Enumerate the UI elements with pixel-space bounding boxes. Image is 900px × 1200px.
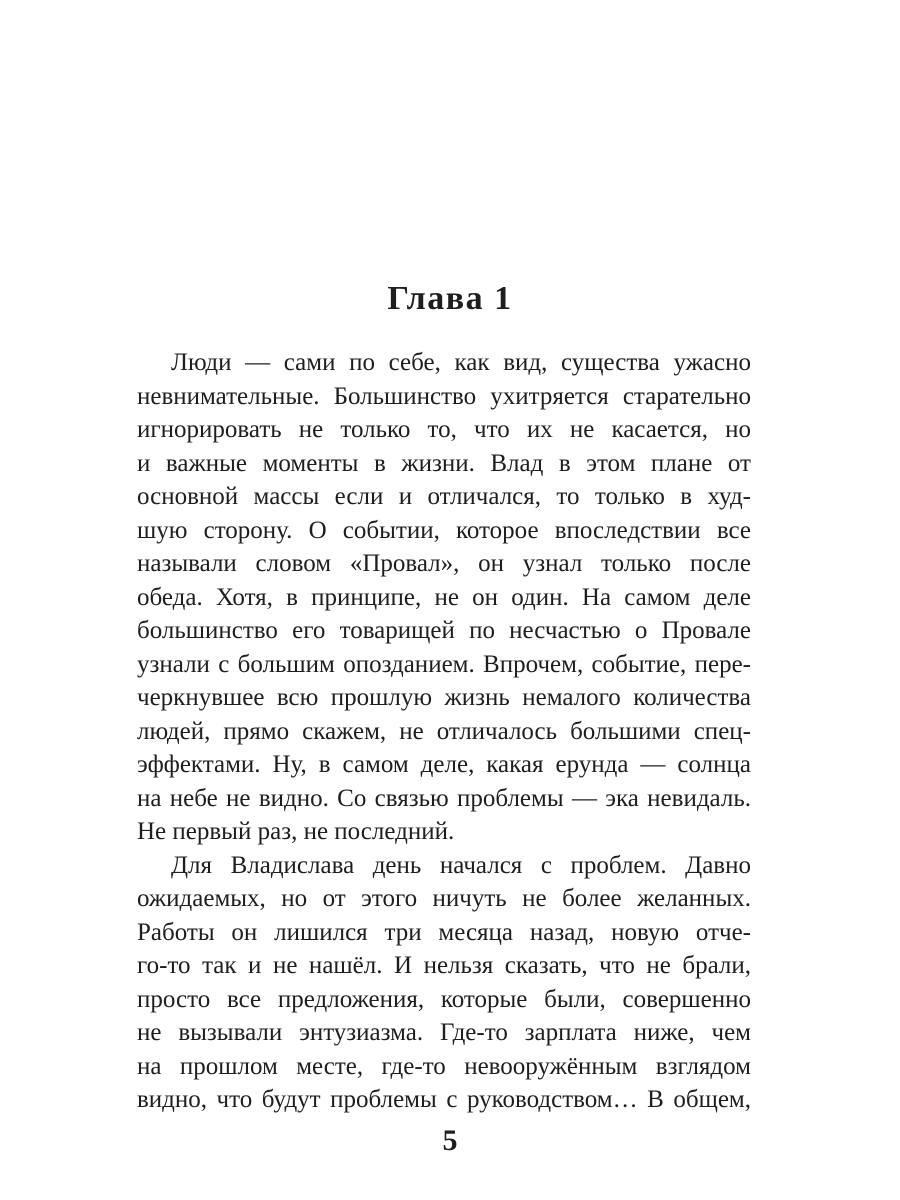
text-line: шую сторону. О событии, которое впоследствии все bbox=[137, 516, 751, 544]
text-line: основной массы если и отличался, то только в худ- bbox=[137, 483, 751, 510]
text-line: невнимательные. Большинство ухитряется старательно bbox=[137, 382, 751, 410]
text-line: большинство его товарищей по несчастью о Провале bbox=[137, 617, 751, 644]
text-line: Люди — сами по себе, как вид, существа ужасно bbox=[171, 349, 751, 376]
page-number: 5 bbox=[442, 1124, 458, 1157]
text-line: на небе не видно. Со связью проблемы — эка невидаль. bbox=[137, 784, 751, 812]
text-line: узнали с большим опозданием. Впрочем, событие, пере- bbox=[137, 650, 751, 678]
text-line: видно, что будут проблемы с руководством… В общем, bbox=[137, 1086, 751, 1113]
text-line: и важные моменты в жизни. Влад в этом плане от bbox=[137, 449, 751, 477]
text-line: эффектами. Ну, в самом деле, какая ерунда — солнца bbox=[137, 751, 751, 778]
text-line: черкнувшее всю прошлую жизнь немалого количества bbox=[137, 684, 751, 711]
text-line: Работы он лишился три месяца назад, новую отче- bbox=[137, 918, 751, 946]
text-line: ожидаемых, но от этого ничуть не более желанных. bbox=[137, 885, 751, 912]
text-line: не вызывали энтузиазма. Где-то зарплата ниже, чем bbox=[137, 1019, 751, 1046]
text-line: Не первый раз, не последний. bbox=[137, 818, 455, 845]
text-line: Для Владислава день начался с проблем. Давно bbox=[171, 851, 751, 879]
text-line: го-то так и не нашёл. И нельзя сказать, что не брали, bbox=[137, 952, 751, 979]
text-line: игнорировать не только то, что их не касается, но bbox=[137, 416, 751, 443]
text-line: просто все предложения, которые были, совершенно bbox=[137, 985, 751, 1013]
text-line: обеда. Хотя, в принципе, не он один. На самом деле bbox=[137, 583, 751, 611]
text-line: называли словом «Провал», он узнал только после bbox=[137, 550, 751, 577]
chapter-title: Глава 1 bbox=[387, 280, 513, 317]
text-line: людей, прямо скажем, не отличалось большими спец- bbox=[137, 717, 751, 745]
chapter-text bbox=[137, 346, 751, 1117]
text-line: на прошлом месте, где-то невооружённым взглядом bbox=[137, 1052, 751, 1080]
